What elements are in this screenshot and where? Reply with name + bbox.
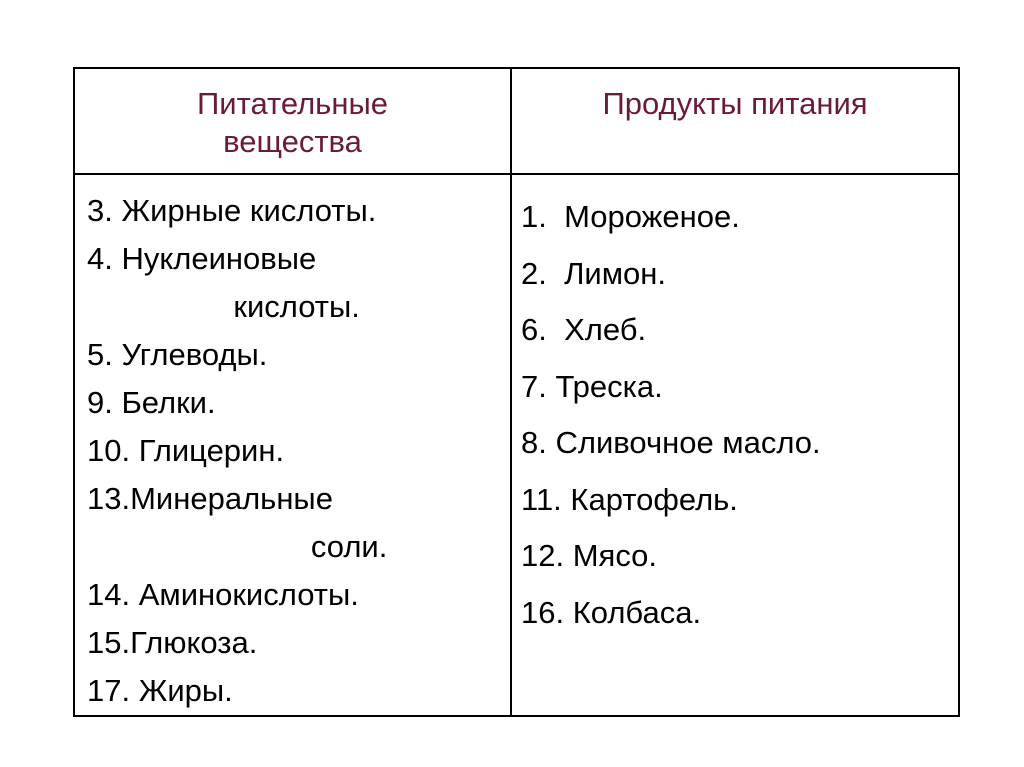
nutrients-list (75, 175, 510, 715)
products-cell (511, 174, 959, 716)
nutrient-item: 3. Жирные кислоты. (87, 193, 377, 228)
nutrient-item-continuation: кислоты. (87, 289, 360, 324)
nutrient-item: 17. Жиры. (87, 673, 233, 708)
table-header-row (74, 68, 959, 174)
product-item: 2. Лимон. (521, 255, 667, 291)
nutrient-item: 4. Нуклеиновые (87, 241, 317, 276)
nutrient-item: 15.Глюкоза. (87, 625, 258, 660)
nutrient-item: 13.Минеральные (87, 481, 333, 516)
nutrient-item: 14. Аминокислоты. (87, 577, 359, 612)
nutrient-item: 5. Углеводы. (87, 337, 268, 372)
header-products-label: Продукты питания (602, 86, 868, 121)
header-nutrients (74, 68, 511, 174)
header-nutrients-line1: Питательные (197, 86, 388, 121)
table-body-row (74, 174, 959, 716)
header-nutrients-line2: вещества (223, 124, 362, 159)
product-item: 12. Мясо. (521, 538, 658, 573)
product-item: 1. Мороженое. (521, 199, 740, 234)
nutrient-item: 10. Глицерин. (87, 433, 285, 468)
product-item: 6. Хлеб. (521, 312, 647, 347)
product-item: 7. Треска. (521, 368, 663, 404)
nutrient-item: 9. Белки. (87, 385, 216, 420)
nutrients-products-table (73, 67, 960, 717)
nutrient-item-continuation: соли. (87, 529, 388, 564)
nutrients-cell (74, 174, 511, 716)
product-item: 11. Картофель. (521, 481, 738, 517)
product-item: 16. Колбаса. (521, 594, 702, 630)
products-list (512, 175, 958, 641)
header-products (511, 68, 959, 174)
product-item: 8. Сливочное масло. (521, 425, 821, 460)
